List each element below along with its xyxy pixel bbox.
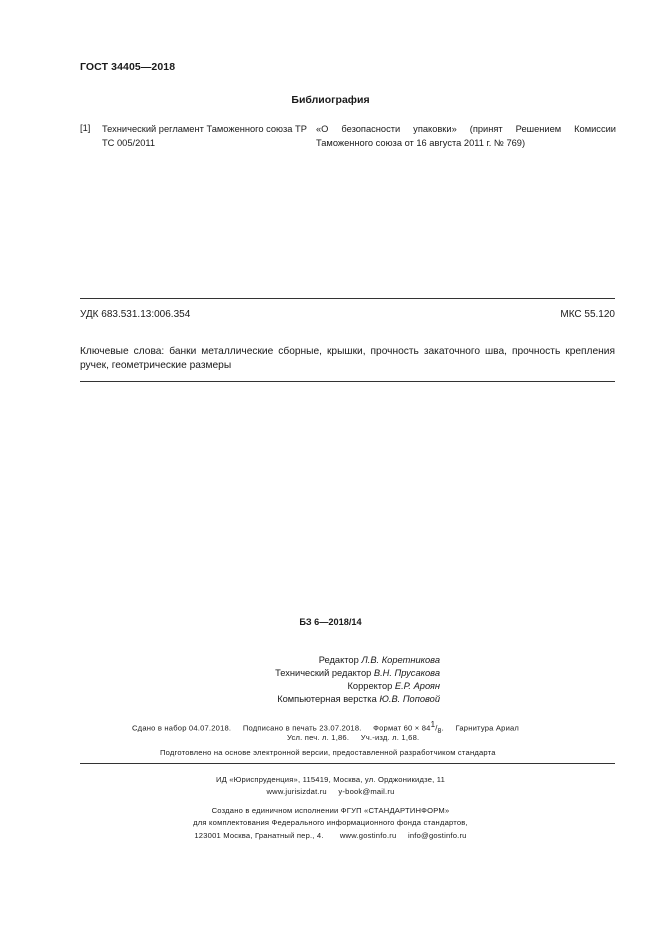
publisher-contacts [0,787,661,796]
divider [80,763,615,764]
creator-contacts [0,831,661,840]
publisher-info: ИД «Юриспруденция», 115419, Москва, ул. Орджоникидзе, 11 [215,775,446,784]
bibliography-entry-source: Технический регламент Таможенного союза ТР ТС 005/2011 [102,124,307,148]
publisher-email[interactable]: y-book@mail.ru [338,787,395,796]
bibliography-title: Библиография [291,94,370,106]
prepared-note: Подготовлено на основе электронной версии, предоставленной разработчиком стандарта [160,748,496,757]
divider [80,298,615,299]
creator-website[interactable]: www.gostinfo.ru [339,831,397,840]
mks-code: МКС 55.120 [560,309,615,320]
credits-block [200,654,440,706]
publisher-website[interactable]: www.jurisizdat.ru [266,787,327,796]
udk-code: УДК 683.531.13:006.354 [80,309,191,320]
creator-info: Создано в единичном исполнении ФГУП «СТАНДАРТИНФОРМ» [211,806,450,815]
sheet-count-line: Усл. печ. л. 1,86. Уч.-изд. л. 1,68. [287,733,420,742]
credit-corrector: Корректор Е.Р. Ароян [347,681,440,691]
creator-purpose: для комплектования Федерального информационного фонда стандартов, [193,818,468,827]
keywords: Ключевые слова: банки металлические сборные, крышки, прочность закаточного шва, прочность крепления ручек, геометрические размеры [80,346,615,371]
credit-tech-editor: Технический редактор В.Н. Прусакова [275,668,440,678]
print-details-line: Сдано в набор 04.07.2018. Подписано в печать 23.07.2018. Формат $60 \times 84^1/_8$. Гарнитура Ариал [132,720,520,736]
document-code: ГОСТ 34405—2018 [80,61,176,73]
credit-layout: Компьютерная верстка Ю.В. Поповой [277,694,440,704]
bibliography-entry-description: «О безопасности упаковки» (принят Решением Комиссии Таможенного союза от 16 августа 2011 г. № 769) [316,124,616,148]
bz-number: БЗ 6—2018/14 [299,617,362,627]
creator-email[interactable]: info@gostinfo.ru [408,831,467,840]
divider [80,381,615,382]
creator-address: 123001 Москва, Гранатный пер., 4. [194,831,324,840]
credit-editor: Редактор Л.В. Коретникова [318,655,440,665]
bibliography-entry-number: [1] [80,123,91,133]
